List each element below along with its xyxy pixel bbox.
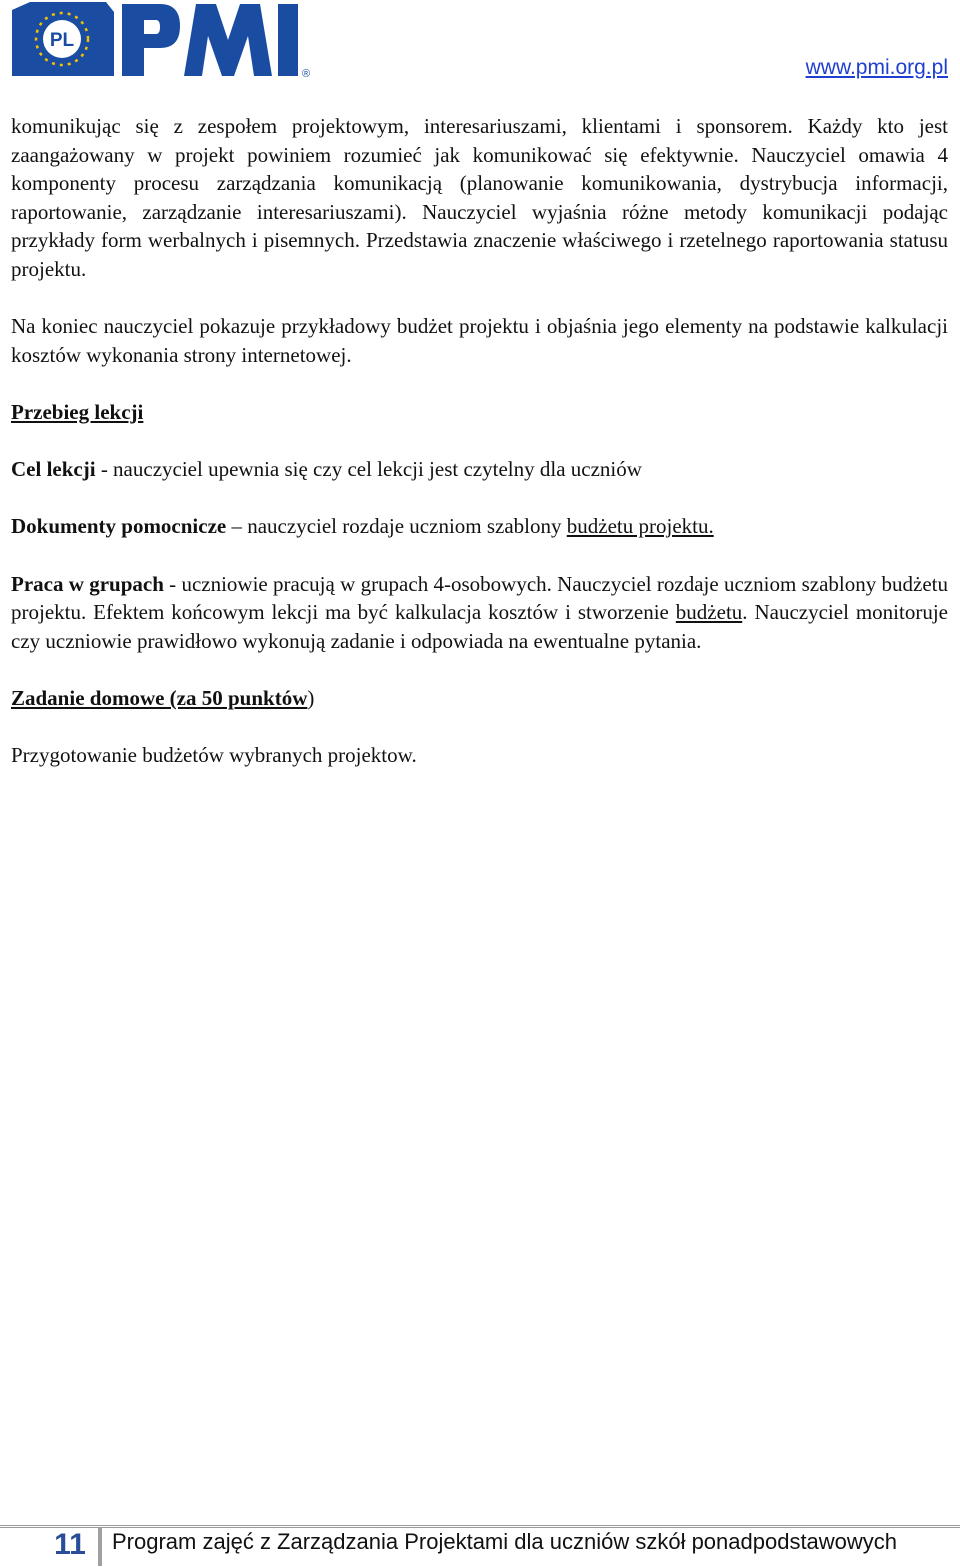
homework-heading: [11, 684, 948, 713]
praca-text-2: . Nauczyciel monitoruje czy uczniowie prawidłowo wykonują zadanie i odpowiada na ewentualne pytania.: [11, 600, 949, 653]
paragraph-dokumenty: [11, 512, 948, 541]
paragraph-cel-lekcji: [11, 455, 948, 484]
dokumenty-label: Dokumenty pomocnicze: [11, 514, 227, 539]
pmi-logo: [10, 2, 310, 85]
cel-label: Cel lekcji: [11, 457, 96, 482]
footer-rule: [0, 1525, 960, 1528]
homework-heading-paren: ): [307, 685, 315, 710]
budget-template-link[interactable]: budżetu projektu.: [566, 514, 714, 539]
footer-divider: [98, 1528, 102, 1566]
paragraph-budget-intro: Na koniec nauczyciel pokazuje przykładowy budżet projektu i objaśnia jego elementy na podstawie kalkulacji kosztów wykonania strony internetowej.: [11, 314, 948, 367]
pmi-logo-graphic: [10, 2, 310, 80]
registered-mark: ®: [301, 68, 310, 80]
site-url-link[interactable]: www.pmi.org.pl: [805, 56, 948, 79]
page-number: 11: [54, 1528, 86, 1561]
dokumenty-text: – nauczyciel rozdaje uczniom szablony: [226, 514, 567, 539]
paragraph-praca-w-grupach: [11, 570, 948, 656]
homework-text: Przygotowanie budżetów wybranych projektow.: [11, 743, 417, 768]
praca-text-1: - uczniowie pracują w grupach 4-osobowych. Nauczyciel rozdaje uczniom szablony budżetu projektu. Efektem końcowym lekcji ma być kalkulacja kosztów i stworzenie: [11, 571, 948, 625]
homework-heading-text: Zadanie domowe (za 50 punktów: [11, 685, 308, 710]
cel-text: - nauczyciel upewnia się czy cel lekcji jest czytelny dla uczniów: [95, 457, 642, 482]
page-footer: [0, 1518, 960, 1567]
logo-badge-text: PL: [49, 30, 75, 51]
section-heading-przebieg: [11, 398, 948, 427]
document-body: [11, 112, 948, 770]
paragraph-communication: komunikując się z zespołem projektowym, interesariuszami, klientami i sponsorem. Każdy kto jest zaangażowany w projekt powiniem rozumieć jak komunikować się efektywnie. Nauczyciel omawia 4 komponenty procesu zarządzania komunikacją (planowanie komunikowania, dystrybucja informacji, raportowanie, zarządzanie interesariuszami). Nauczyciel wyjaśnia różne metody komunikacji podając przykłady form werbalnych i pisemnych. Przedstawia znaczenie właściwego i rzetelnego raportowania statusu projektu.: [11, 114, 948, 281]
page-header: [0, 0, 960, 90]
budget-link[interactable]: budżetu: [675, 600, 743, 625]
praca-label: Praca w grupach: [11, 571, 164, 596]
footer-title: Program zajęć z Zarządzania Projektami dla uczniów szkół ponadpodstawowych: [112, 1529, 898, 1554]
section-heading-text: Przebieg lekcji: [11, 399, 144, 424]
